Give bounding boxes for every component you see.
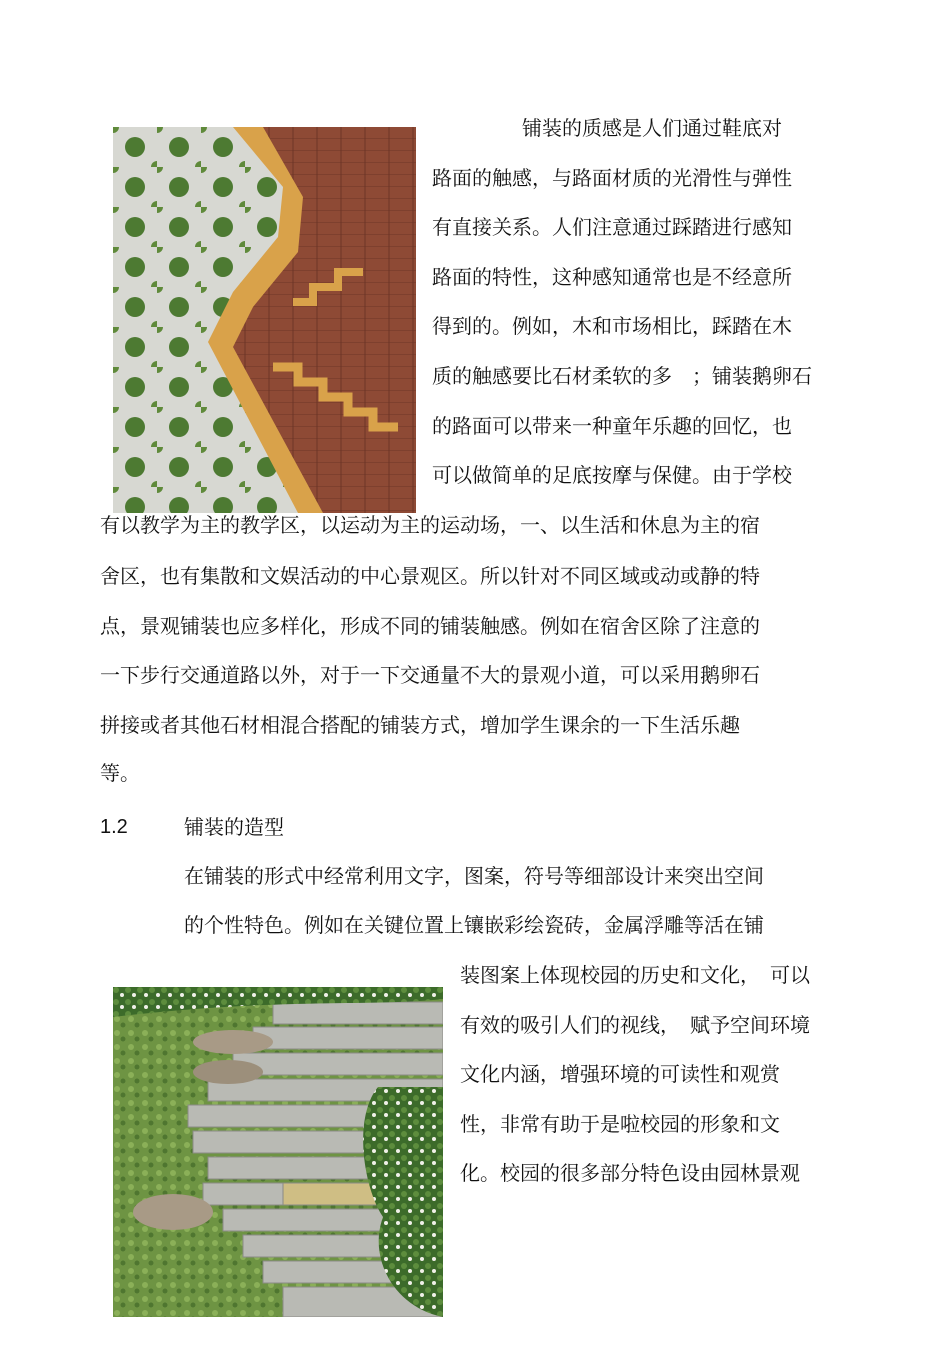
paragraph-line: 等。 bbox=[100, 761, 140, 785]
paragraph-line: 的路面可以带来一种童年乐趣的回忆，也 bbox=[432, 414, 792, 438]
paving-photo-stone-path bbox=[113, 987, 443, 1317]
paragraph-line: 有以教学为主的教学区，以运动为主的运动场，一、以生活和休息为主的宿 bbox=[100, 513, 760, 537]
paragraph-line: 路面的触感，与路面材质的光滑性与弹性 bbox=[432, 166, 792, 190]
paragraph-line: 铺装的质感是人们通过鞋底对 bbox=[522, 116, 782, 140]
paragraph-line: 文化内涵，增强环境的可读性和观赏 bbox=[460, 1062, 780, 1086]
paragraph-line: 质的触感要比石材柔软的多 ；铺装鹅卵石 bbox=[432, 364, 812, 388]
paragraph-line: 路面的特性，这种感知通常也是不经意所 bbox=[432, 265, 792, 289]
paragraph-line: 舍区，也有集散和文娱活动的中心景观区。所以针对不同区域或动或静的特 bbox=[100, 564, 760, 588]
section-title: 铺装的造型 bbox=[184, 815, 284, 839]
paragraph-line: 得到的。例如，木和市场相比，踩踏在木 bbox=[432, 314, 792, 338]
paragraph-line: 性，非常有助于是啦校园的形象和文 bbox=[460, 1112, 780, 1136]
section-number: 1.2 bbox=[100, 816, 128, 838]
paragraph-line: 一下步行交通道路以外，对于一下交通量不大的景观小道，可以采用鹅卵石 bbox=[100, 663, 760, 687]
paragraph-line: 点，景观铺装也应多样化，形成不同的铺装触感。例如在宿舍区除了注意的 bbox=[100, 614, 760, 638]
paragraph-line: 拼接或者其他石材相混合搭配的铺装方式，增加学生课余的一下生活乐趣 bbox=[100, 713, 740, 737]
paragraph-line: 在铺装的形式中经常利用文字，图案，符号等细部设计来突出空间 bbox=[184, 864, 764, 888]
paving-photo-bricks bbox=[113, 127, 416, 513]
paragraph-line: 可以做简单的足底按摩与保健。由于学校 bbox=[432, 463, 792, 487]
paragraph-line: 的个性特色。例如在关键位置上镶嵌彩绘瓷砖，金属浮雕等活在铺 bbox=[184, 913, 764, 937]
paragraph-line: 化。校园的很多部分特色设由园林景观 bbox=[460, 1161, 800, 1185]
paragraph-line: 装图案上体现校园的历史和文化， 可以 bbox=[460, 963, 810, 987]
paragraph-line: 有直接关系。人们注意通过踩踏进行感知 bbox=[432, 215, 792, 239]
paragraph-line: 有效的吸引人们的视线， 赋予空间环境 bbox=[460, 1013, 810, 1037]
